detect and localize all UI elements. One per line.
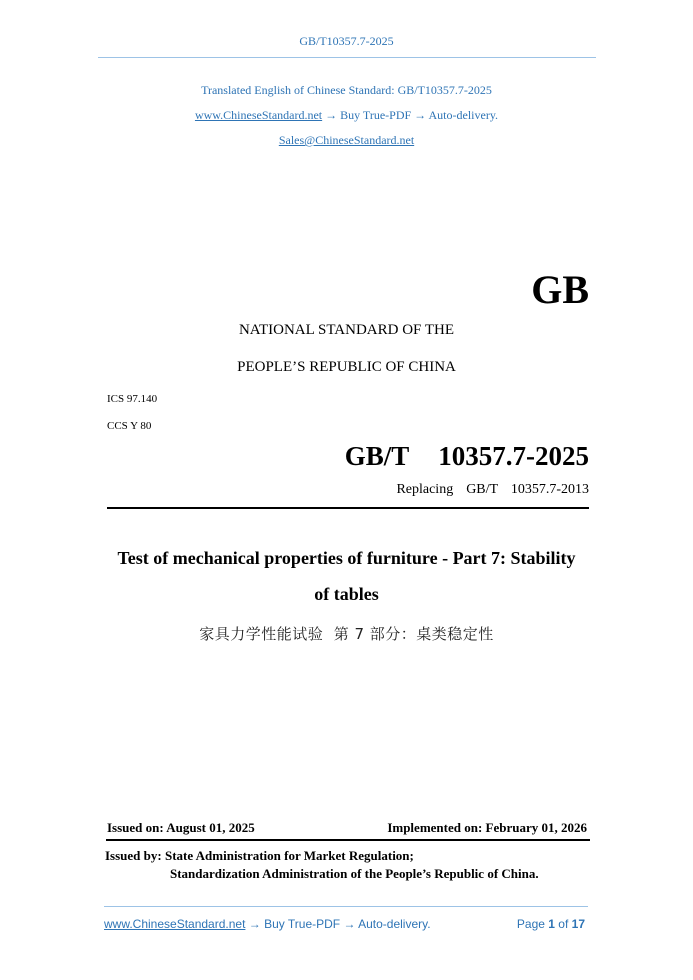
page-indicator bbox=[517, 917, 585, 931]
email-line bbox=[0, 133, 693, 148]
page-total: 17 bbox=[571, 917, 585, 931]
footer-promo bbox=[104, 917, 431, 931]
sales-email-link[interactable]: Sales@ChineseStandard.net bbox=[278, 133, 415, 147]
issued-on-date: Issued on: August 01, 2025 bbox=[107, 820, 255, 835]
footer-website-link[interactable]: www.ChineseStandard.net bbox=[104, 917, 246, 931]
ccs-code: CCS Y 80 bbox=[107, 420, 152, 432]
national-standard-heading-line1: NATIONAL STANDARD OF THE bbox=[238, 322, 455, 338]
dates-divider bbox=[106, 839, 590, 841]
implemented-on-date: Implemented on: February 01, 2026 bbox=[387, 820, 587, 835]
standard-number: GB/T 10357.7-2025 bbox=[344, 441, 589, 471]
gb-logo: GB bbox=[531, 267, 589, 312]
document-title-line2: of tables bbox=[314, 584, 379, 604]
issued-by-line1: Issued by: State Administration for Market Regulation; bbox=[105, 848, 414, 863]
promo-line bbox=[0, 108, 693, 123]
header-divider bbox=[98, 57, 596, 58]
document-title-chinese: 家具力学性能试验 第 7 部分：桌类稳定性 bbox=[199, 625, 494, 643]
ics-code: ICS 97.140 bbox=[107, 393, 158, 405]
national-standard-heading-line2: PEOPLE’S REPUBLIC OF CHINA bbox=[237, 359, 456, 375]
footer-divider bbox=[104, 906, 588, 907]
document-title-line1: Test of mechanical properties of furniture - Part 7: Stability bbox=[117, 548, 576, 568]
website-link[interactable]: www.ChineseStandard.net bbox=[194, 108, 323, 122]
issued-by-line2: Standardization Administration of the People’s Republic of China. bbox=[170, 866, 539, 881]
footer-promo-text: → Buy True-PDF → Auto-delivery. bbox=[245, 917, 431, 931]
translation-notice: Translated English of Chinese Standard: GB/T10357.7-2025 bbox=[201, 83, 492, 97]
page-label: Page bbox=[516, 917, 549, 931]
page-header-title: GB/T10357.7-2025 bbox=[299, 34, 394, 48]
page-of: of bbox=[554, 917, 572, 931]
replacing-standard: Replacing GB/T 10357.7-2013 bbox=[396, 482, 589, 497]
title-divider bbox=[107, 507, 589, 509]
promo-text: → Buy True-PDF → Auto-delivery. bbox=[322, 108, 499, 122]
page-current: 1 bbox=[548, 917, 555, 931]
